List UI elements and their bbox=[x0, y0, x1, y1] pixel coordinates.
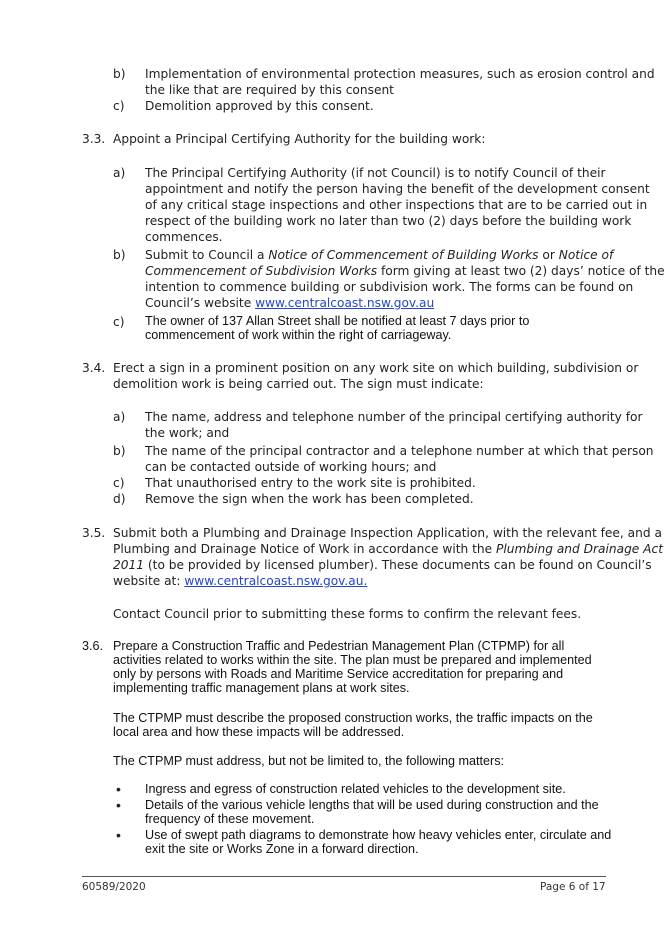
section-number: 3.3. bbox=[82, 132, 106, 146]
text-run: or bbox=[538, 248, 559, 262]
text-run: website at: bbox=[113, 574, 185, 588]
item-text-line bbox=[145, 263, 665, 279]
item-text-line: The name, address and telephone number of the principal certifying authority for bbox=[145, 410, 643, 424]
section-number: 3.6. bbox=[82, 639, 104, 653]
section-text-line: Erect a sign in a prominent position on any work site on which building, subdivision or bbox=[113, 361, 639, 375]
form-title-italic: Notice of bbox=[558, 248, 614, 262]
item-text-line: The owner of 137 Allan Street shall be notified at least 7 days prior to bbox=[145, 314, 530, 328]
section-text-line: The CTPMP must address, but not be limited to, the following matters: bbox=[113, 754, 505, 768]
section-text-line: activities related to works within the site. The plan must be prepared and implemented bbox=[113, 653, 592, 667]
item-text-line: intention to commence building or subdivision work. The forms can be found on bbox=[145, 280, 634, 294]
item-label: c) bbox=[113, 99, 125, 113]
section-text-line bbox=[113, 573, 367, 589]
form-title-italic: Commencement of Subdivision Works bbox=[145, 264, 378, 278]
section-text-line: Prepare a Construction Traffic and Pedestrian Management Plan (CTPMP) for all bbox=[113, 639, 565, 653]
item-text-line: appointment and notify the person having the benefit of the development consent bbox=[145, 182, 650, 196]
bullet-text-line: exit the site or Works Zone in a forward direction. bbox=[145, 842, 419, 856]
footer-divider bbox=[82, 876, 606, 877]
item-text-line: The Principal Certifying Authority (if not Council) is to notify Council of their bbox=[145, 166, 606, 180]
item-text-line: respect of the building work no later than two (2) days before the building work bbox=[145, 214, 632, 228]
section-text-line: The CTPMP must describe the proposed construction works, the traffic impacts on the bbox=[113, 711, 593, 725]
bullet-icon: • bbox=[116, 827, 121, 843]
item-text-line: the like that are required by this consent bbox=[145, 83, 394, 97]
item-label: d) bbox=[113, 492, 126, 506]
footer-doc-number: 60589/2020 bbox=[82, 881, 146, 893]
item-text-line: can be contacted outside of working hours; and bbox=[145, 460, 437, 474]
section-text-line: Contact Council prior to submitting these forms to confirm the relevant fees. bbox=[113, 607, 582, 621]
act-title-italic: 2011 bbox=[113, 558, 145, 572]
bullet-text-line: Ingress and egress of construction related vehicles to the development site. bbox=[145, 782, 566, 796]
item-text-line: commencement of work within the right of carriageway. bbox=[145, 328, 452, 342]
item-text-line: The name of the principal contractor and a telephone number at which that person bbox=[145, 444, 654, 458]
bullet-text-line: Use of swept path diagrams to demonstrate how heavy vehicles enter, circulate and bbox=[145, 828, 612, 842]
bullet-text-line: Details of the various vehicle lengths that will be used during construction and the bbox=[145, 798, 599, 812]
section-text-line: Submit both a Plumbing and Drainage Inspection Application, with the relevant fee, and a bbox=[113, 526, 662, 540]
item-label: a) bbox=[113, 410, 126, 424]
council-website-link[interactable]: www.centralcoast.nsw.gov.au. bbox=[184, 574, 368, 588]
text-run: Submit to Council a bbox=[145, 248, 269, 262]
form-title-italic: Notice of Commencement of Building Works bbox=[268, 248, 539, 262]
item-text-line: the work; and bbox=[145, 426, 230, 440]
footer-page-number: Page 6 of 17 bbox=[540, 881, 606, 893]
item-label: b) bbox=[113, 444, 126, 458]
section-text-line bbox=[113, 557, 652, 573]
council-website-link[interactable]: www.centralcoast.nsw.gov.au bbox=[255, 296, 435, 310]
item-text-line: Demolition approved by this consent. bbox=[145, 99, 374, 113]
section-number: 3.4. bbox=[82, 361, 106, 375]
section-text-line: local area and how these impacts will be addressed. bbox=[113, 725, 405, 739]
text-run: Plumbing and Drainage Notice of Work in accordance with the bbox=[113, 542, 497, 556]
act-title-italic: Plumbing and Drainage Act bbox=[496, 542, 663, 556]
item-text-line bbox=[145, 295, 434, 311]
item-text-line: Implementation of environmental protection measures, such as erosion control and bbox=[145, 67, 655, 81]
bullet-text-line: frequency of these movement. bbox=[145, 812, 315, 826]
text-run: Council’s website bbox=[145, 296, 256, 310]
item-label: b) bbox=[113, 67, 126, 81]
item-label: c) bbox=[113, 315, 125, 329]
text-run: form giving at least two (2) days’ notice of the bbox=[377, 264, 665, 278]
item-text-line bbox=[145, 247, 613, 263]
section-text-line: demolition work is being carried out. The sign must indicate: bbox=[113, 377, 484, 391]
item-label: a) bbox=[113, 166, 126, 180]
section-text-line: only by persons with Roads and Maritime Service accreditation for preparing and bbox=[113, 667, 564, 681]
section-text-line: implementing traffic management plans at work sites. bbox=[113, 681, 410, 695]
text-run: (to be provided by licensed plumber). These documents can be found on Council’s bbox=[144, 558, 652, 572]
item-text-line: That unauthorised entry to the work site is prohibited. bbox=[145, 476, 476, 490]
section-text-line bbox=[113, 541, 663, 557]
bullet-icon: • bbox=[116, 797, 121, 813]
item-label: c) bbox=[113, 476, 125, 490]
item-label: b) bbox=[113, 248, 126, 262]
bullet-icon: • bbox=[116, 781, 121, 797]
item-text-line: Remove the sign when the work has been completed. bbox=[145, 492, 474, 506]
item-text-line: commences. bbox=[145, 230, 223, 244]
section-number: 3.5. bbox=[82, 526, 106, 540]
item-text-line: of any critical stage inspections and other inspections that are to be carried out in bbox=[145, 198, 648, 212]
section-text-line: Appoint a Principal Certifying Authority for the building work: bbox=[113, 132, 486, 146]
